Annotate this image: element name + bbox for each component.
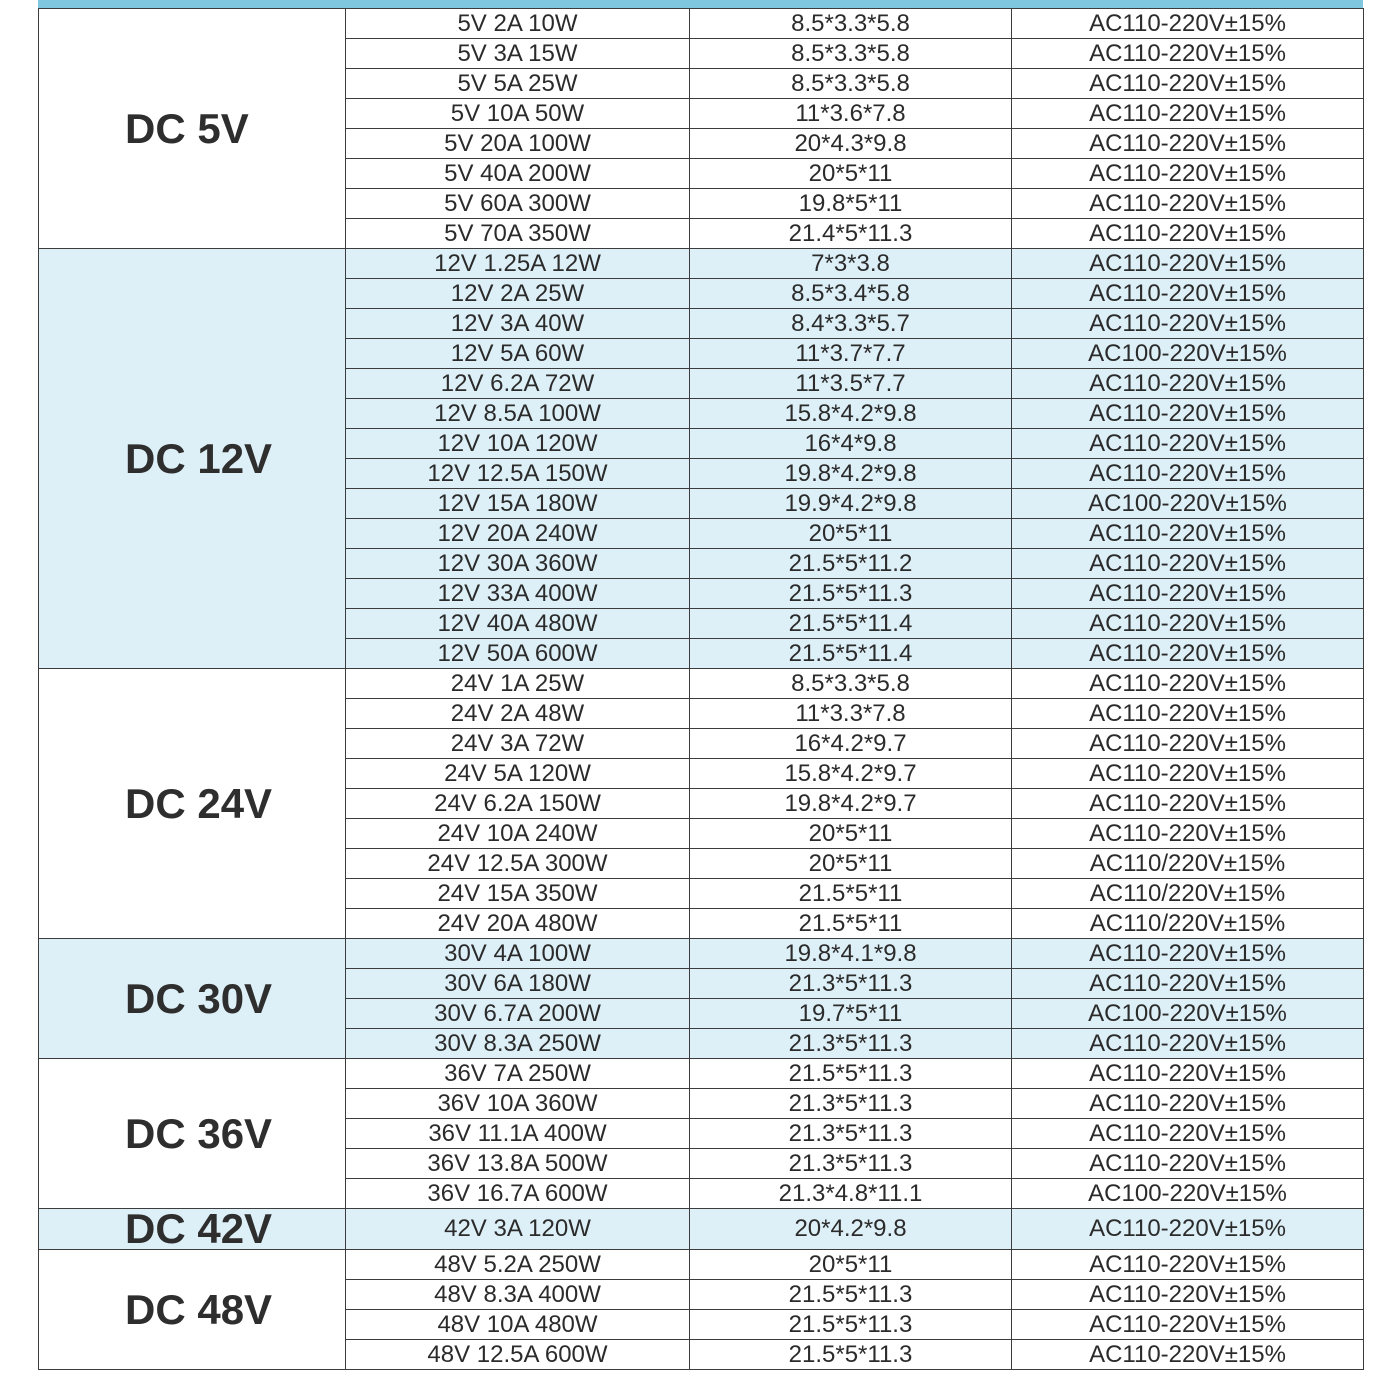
model-cell: 12V 5A 60W [346, 339, 690, 369]
model-cell: 5V 5A 25W [346, 69, 690, 99]
input-voltage-cell: AC110-220V±15% [1012, 639, 1364, 669]
input-voltage-cell: AC110-220V±15% [1012, 1280, 1364, 1310]
input-voltage-cell: AC100-220V±15% [1012, 339, 1364, 369]
input-voltage-cell: AC110-220V±15% [1012, 429, 1364, 459]
model-cell: 48V 8.3A 400W [346, 1280, 690, 1310]
input-voltage-cell: AC110-220V±15% [1012, 369, 1364, 399]
model-cell: 12V 30A 360W [346, 549, 690, 579]
input-voltage-cell: AC110-220V±15% [1012, 1119, 1364, 1149]
size-cell: 8.5*3.4*5.8 [690, 279, 1012, 309]
input-voltage-cell: AC110-220V±15% [1012, 249, 1364, 279]
input-voltage-cell: AC110-220V±15% [1012, 459, 1364, 489]
model-cell: 30V 6.7A 200W [346, 999, 690, 1029]
group-label-dc-30v: DC 30V [39, 939, 346, 1059]
size-cell: 11*3.3*7.8 [690, 699, 1012, 729]
size-cell: 21.5*5*11.4 [690, 639, 1012, 669]
model-cell: 42V 3A 120W [346, 1209, 690, 1250]
model-cell: 12V 1.25A 12W [346, 249, 690, 279]
input-voltage-cell: AC110-220V±15% [1012, 819, 1364, 849]
size-cell: 8.5*3.3*5.8 [690, 669, 1012, 699]
input-voltage-cell: AC110-220V±15% [1012, 519, 1364, 549]
input-voltage-cell: AC110-220V±15% [1012, 129, 1364, 159]
model-cell: 30V 8.3A 250W [346, 1029, 690, 1059]
input-voltage-cell: AC110-220V±15% [1012, 279, 1364, 309]
input-voltage-cell: AC110-220V±15% [1012, 309, 1364, 339]
input-voltage-cell: AC100-220V±15% [1012, 1179, 1364, 1209]
size-cell: 11*3.7*7.7 [690, 339, 1012, 369]
input-voltage-cell: AC110-220V±15% [1012, 1250, 1364, 1280]
model-cell: 24V 2A 48W [346, 699, 690, 729]
model-cell: 12V 20A 240W [346, 519, 690, 549]
size-cell: 21.3*4.8*11.1 [690, 1179, 1012, 1209]
size-cell: 19.8*4.2*9.7 [690, 789, 1012, 819]
group-label-dc-12v: DC 12V [39, 249, 346, 669]
input-voltage-cell: AC110-220V±15% [1012, 729, 1364, 759]
size-cell: 15.8*4.2*9.8 [690, 399, 1012, 429]
input-voltage-cell: AC110-220V±15% [1012, 669, 1364, 699]
model-cell: 12V 6.2A 72W [346, 369, 690, 399]
size-cell: 8.5*3.3*5.8 [690, 69, 1012, 99]
size-cell: 21.5*5*11.2 [690, 549, 1012, 579]
size-cell: 11*3.5*7.7 [690, 369, 1012, 399]
model-cell: 36V 11.1A 400W [346, 1119, 690, 1149]
size-cell: 8.4*3.3*5.7 [690, 309, 1012, 339]
size-cell: 21.5*5*11 [690, 879, 1012, 909]
model-cell: 12V 50A 600W [346, 639, 690, 669]
model-cell: 12V 10A 120W [346, 429, 690, 459]
size-cell: 16*4*9.8 [690, 429, 1012, 459]
size-cell: 11*3.6*7.8 [690, 99, 1012, 129]
model-cell: 5V 40A 200W [346, 159, 690, 189]
group-label-dc-42v: DC 42V [39, 1209, 346, 1250]
input-voltage-cell: AC110-220V±15% [1012, 1149, 1364, 1179]
model-cell: 24V 10A 240W [346, 819, 690, 849]
size-cell: 16*4.2*9.7 [690, 729, 1012, 759]
size-cell: 7*3*3.8 [690, 249, 1012, 279]
size-cell: 20*5*11 [690, 1250, 1012, 1280]
size-cell: 19.8*5*11 [690, 189, 1012, 219]
model-cell: 24V 15A 350W [346, 879, 690, 909]
model-cell: 24V 12.5A 300W [346, 849, 690, 879]
model-cell: 24V 20A 480W [346, 909, 690, 939]
model-cell: 36V 13.8A 500W [346, 1149, 690, 1179]
input-voltage-cell: AC110-220V±15% [1012, 789, 1364, 819]
model-cell: 48V 12.5A 600W [346, 1340, 690, 1370]
size-cell: 20*5*11 [690, 519, 1012, 549]
input-voltage-cell: AC110-220V±15% [1012, 69, 1364, 99]
input-voltage-cell: AC100-220V±15% [1012, 999, 1364, 1029]
group-label-dc-48v: DC 48V [39, 1250, 346, 1370]
model-cell: 12V 33A 400W [346, 579, 690, 609]
model-cell: 30V 6A 180W [346, 969, 690, 999]
input-voltage-cell: AC110-220V±15% [1012, 9, 1364, 39]
size-cell: 21.5*5*11.3 [690, 1059, 1012, 1089]
size-cell: 21.3*5*11.3 [690, 1029, 1012, 1059]
input-voltage-cell: AC110-220V±15% [1012, 1089, 1364, 1119]
size-cell: 21.3*5*11.3 [690, 969, 1012, 999]
size-cell: 20*5*11 [690, 819, 1012, 849]
input-voltage-cell: AC110-220V±15% [1012, 219, 1364, 249]
size-cell: 19.7*5*11 [690, 999, 1012, 1029]
input-voltage-cell: AC110-220V±15% [1012, 759, 1364, 789]
size-cell: 21.5*5*11.3 [690, 579, 1012, 609]
size-cell: 21.3*5*11.3 [690, 1119, 1012, 1149]
header-strip [38, 0, 1363, 8]
size-cell: 19.9*4.2*9.8 [690, 489, 1012, 519]
table-row [39, 1059, 1364, 1089]
model-cell: 5V 60A 300W [346, 189, 690, 219]
model-cell: 36V 7A 250W [346, 1059, 690, 1089]
input-voltage-cell: AC110-220V±15% [1012, 969, 1364, 999]
group-label-dc-36v: DC 36V [39, 1059, 346, 1209]
table-row [39, 669, 1364, 699]
input-voltage-cell: AC110-220V±15% [1012, 99, 1364, 129]
model-cell: 36V 10A 360W [346, 1089, 690, 1119]
model-cell: 12V 40A 480W [346, 609, 690, 639]
size-cell: 20*5*11 [690, 849, 1012, 879]
size-cell: 19.8*4.2*9.8 [690, 459, 1012, 489]
input-voltage-cell: AC100-220V±15% [1012, 489, 1364, 519]
table-row [39, 9, 1364, 39]
model-cell: 5V 20A 100W [346, 129, 690, 159]
input-voltage-cell: AC110/220V±15% [1012, 909, 1364, 939]
size-cell: 21.5*5*11.3 [690, 1310, 1012, 1340]
input-voltage-cell: AC110/220V±15% [1012, 879, 1364, 909]
model-cell: 5V 3A 15W [346, 39, 690, 69]
input-voltage-cell: AC110-220V±15% [1012, 1209, 1364, 1250]
input-voltage-cell: AC110/220V±15% [1012, 849, 1364, 879]
model-cell: 12V 15A 180W [346, 489, 690, 519]
size-cell: 21.3*5*11.3 [690, 1149, 1012, 1179]
size-cell: 21.4*5*11.3 [690, 219, 1012, 249]
model-cell: 12V 12.5A 150W [346, 459, 690, 489]
group-label-dc-5v: DC 5V [39, 9, 346, 249]
model-cell: 24V 6.2A 150W [346, 789, 690, 819]
group-label-dc-24v: DC 24V [39, 669, 346, 939]
table-row [39, 249, 1364, 279]
input-voltage-cell: AC110-220V±15% [1012, 39, 1364, 69]
input-voltage-cell: AC110-220V±15% [1012, 1029, 1364, 1059]
model-cell: 48V 10A 480W [346, 1310, 690, 1340]
model-cell: 36V 16.7A 600W [346, 1179, 690, 1209]
input-voltage-cell: AC110-220V±15% [1012, 399, 1364, 429]
model-cell: 5V 2A 10W [346, 9, 690, 39]
model-cell: 12V 3A 40W [346, 309, 690, 339]
model-cell: 12V 8.5A 100W [346, 399, 690, 429]
size-cell: 21.5*5*11.4 [690, 609, 1012, 639]
size-cell: 21.3*5*11.3 [690, 1089, 1012, 1119]
table-row [39, 939, 1364, 969]
size-cell: 8.5*3.3*5.8 [690, 9, 1012, 39]
model-cell: 24V 1A 25W [346, 669, 690, 699]
input-voltage-cell: AC110-220V±15% [1012, 609, 1364, 639]
table-row [39, 1209, 1364, 1250]
model-cell: 24V 3A 72W [346, 729, 690, 759]
model-cell: 12V 2A 25W [346, 279, 690, 309]
size-cell: 19.8*4.1*9.8 [690, 939, 1012, 969]
model-cell: 48V 5.2A 250W [346, 1250, 690, 1280]
size-cell: 8.5*3.3*5.8 [690, 39, 1012, 69]
input-voltage-cell: AC110-220V±15% [1012, 1340, 1364, 1370]
size-cell: 15.8*4.2*9.7 [690, 759, 1012, 789]
model-cell: 30V 4A 100W [346, 939, 690, 969]
input-voltage-cell: AC110-220V±15% [1012, 549, 1364, 579]
power-supply-spec-table [38, 8, 1364, 1370]
input-voltage-cell: AC110-220V±15% [1012, 1310, 1364, 1340]
size-cell: 21.5*5*11.3 [690, 1340, 1012, 1370]
input-voltage-cell: AC110-220V±15% [1012, 1059, 1364, 1089]
input-voltage-cell: AC110-220V±15% [1012, 939, 1364, 969]
model-cell: 5V 10A 50W [346, 99, 690, 129]
size-cell: 21.5*5*11.3 [690, 1280, 1012, 1310]
size-cell: 20*4.2*9.8 [690, 1209, 1012, 1250]
input-voltage-cell: AC110-220V±15% [1012, 159, 1364, 189]
model-cell: 24V 5A 120W [346, 759, 690, 789]
input-voltage-cell: AC110-220V±15% [1012, 699, 1364, 729]
size-cell: 20*5*11 [690, 159, 1012, 189]
table-row [39, 1250, 1364, 1280]
input-voltage-cell: AC110-220V±15% [1012, 579, 1364, 609]
size-cell: 20*4.3*9.8 [690, 129, 1012, 159]
spec-table-body [39, 9, 1364, 1370]
input-voltage-cell: AC110-220V±15% [1012, 189, 1364, 219]
size-cell: 21.5*5*11 [690, 909, 1012, 939]
model-cell: 5V 70A 350W [346, 219, 690, 249]
